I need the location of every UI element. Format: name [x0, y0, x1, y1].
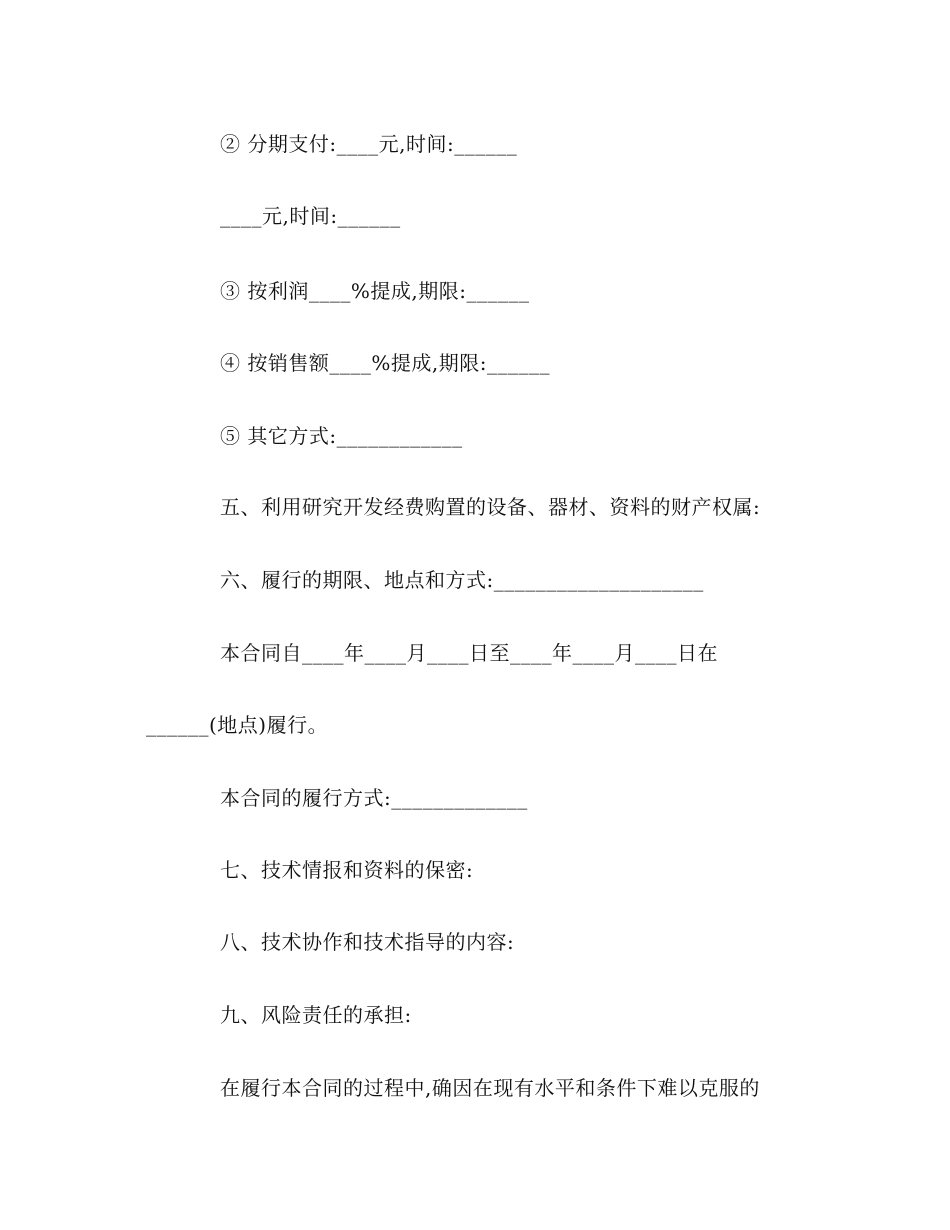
sales-percentage-line: ④ 按销售额____%提成,期限:______ [220, 351, 550, 375]
section-9-heading: 九、风险责任的承担: [220, 1003, 412, 1027]
section-8-heading: 八、技术协作和技术指导的内容: [220, 930, 515, 954]
section-6-heading: 六、履行的期限、地点和方式:____________________ [220, 568, 704, 592]
installment-payment-line: ② 分期支付:____元,时间:______ [220, 132, 518, 156]
profit-percentage-line: ③ 按利润____%提成,期限:______ [220, 279, 530, 303]
other-method-line: ⑤ 其它方式:____________ [220, 424, 463, 448]
installment-payment-line-2: ____元,时间:______ [220, 204, 401, 228]
performance-method-line: 本合同的履行方式:_____________ [220, 786, 528, 810]
risk-paragraph-line: 在履行本合同的过程中,确因在现有水平和条件下难以克服的 [220, 1076, 760, 1100]
contract-location-line: ______(地点)履行。 [146, 713, 329, 737]
contract-period-line: 本合同自____年____月____日至____年____月____日在 [220, 641, 718, 665]
section-5-heading: 五、利用研究开发经费购置的设备、器材、资料的财产权属: [220, 495, 761, 519]
section-7-heading: 七、技术情报和资料的保密: [220, 858, 474, 882]
